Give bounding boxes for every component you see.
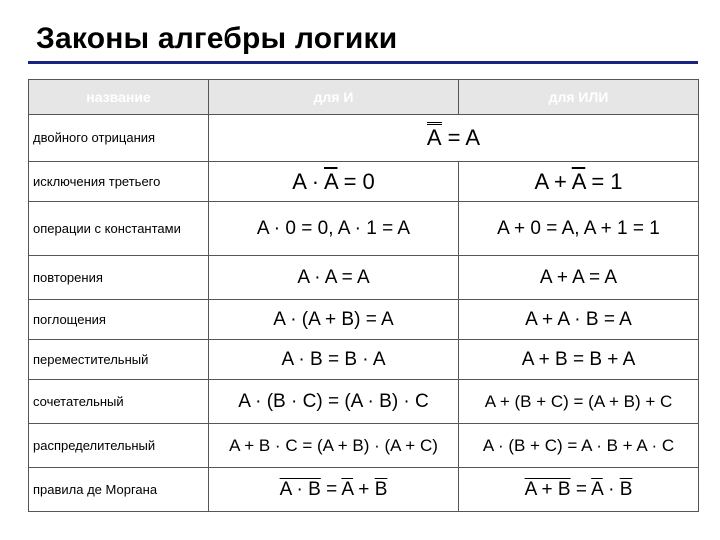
table-row xyxy=(29,115,699,162)
law-name: распределительный xyxy=(29,424,209,468)
formula-or: A + A · B = A xyxy=(459,300,699,340)
formula-and: $A \cdot \overline{A} = 0$ xyxy=(209,162,459,202)
formula-or: A + 0 = A, A + 1 = 1 xyxy=(459,202,699,256)
laws-table xyxy=(28,79,699,512)
law-name: сочетательный xyxy=(29,380,209,424)
formula-and: A + B · C = (A + B) · (A + C) xyxy=(209,424,459,468)
table-row xyxy=(29,340,699,380)
formula-or: A · (B + C) = A · B + A · C xyxy=(459,424,699,468)
formula-and: A · (B · C) = (A · B) · C xyxy=(209,380,459,424)
formula-or: $A + \overline{A} = 1$ xyxy=(459,162,699,202)
law-name: исключения третьего xyxy=(29,162,209,202)
formula-or: A + A = A xyxy=(459,256,699,300)
header-or: для ИЛИ xyxy=(459,80,699,115)
page-title: Законы алгебры логики xyxy=(36,22,398,55)
formula-or: A + (B + C) = (A + B) + C xyxy=(459,380,699,424)
title-underline xyxy=(28,61,698,64)
table-row xyxy=(29,256,699,300)
law-name: поглощения xyxy=(29,300,209,340)
formula-and: $A \cdot B = \overline{A} + \overline{B}$ xyxy=(209,468,459,512)
table-row xyxy=(29,468,699,512)
law-name: правила де Моргана xyxy=(29,468,209,512)
formula-and: A · 0 = 0, A · 1 = A xyxy=(209,202,459,256)
law-name: переместительный xyxy=(29,340,209,380)
formula-or: A + B = B + A xyxy=(459,340,699,380)
header-name: название xyxy=(29,80,209,115)
table-row xyxy=(29,424,699,468)
table-row xyxy=(29,380,699,424)
formula-and: A · B = B · A xyxy=(209,340,459,380)
law-name: двойного отрицания xyxy=(29,115,209,162)
header-and: для И xyxy=(209,80,459,115)
table-row xyxy=(29,300,699,340)
table-row xyxy=(29,162,699,202)
formula-double-negation: A = A xyxy=(209,115,699,162)
table-row xyxy=(29,202,699,256)
law-name: повторения xyxy=(29,256,209,300)
formula-and: A · (A + B) = A xyxy=(209,300,459,340)
formula-and: A · A = A xyxy=(209,256,459,300)
law-name: операции с константами xyxy=(29,202,209,256)
table-header-row xyxy=(29,80,699,115)
formula-or: $A + B = \overline{A} \cdot \overline{B}$ xyxy=(459,468,699,512)
